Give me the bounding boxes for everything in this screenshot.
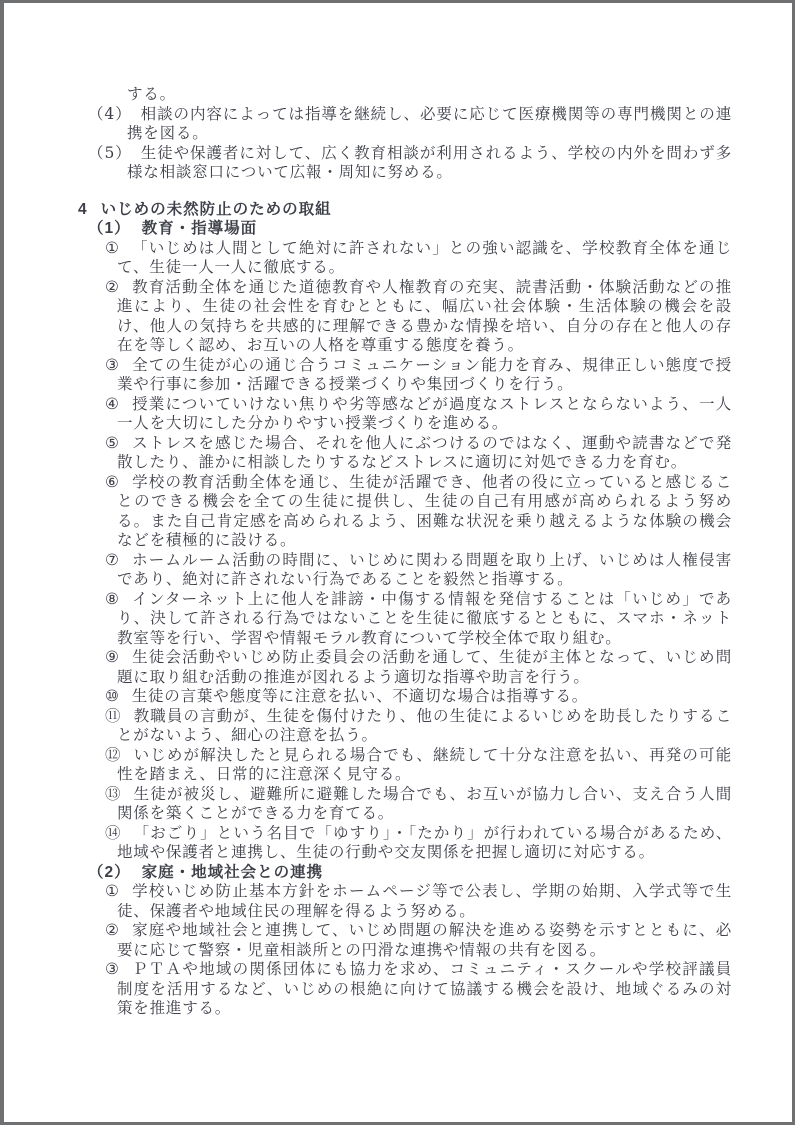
list-item [0, 551, 732, 590]
list-item [0, 356, 732, 395]
paragraph-text: 家庭や地域社会と連携して、いじめ問題の解決を進める姿勢を示すとともに、必要に応じて警察・児童相談所との円滑な連携や情報の共有を図る。 [117, 921, 732, 959]
item-number: ⑥ [105, 472, 121, 491]
list-item [0, 239, 732, 278]
list-item [0, 648, 732, 687]
paragraph-text: 生徒や保護者に対して、広く教育相談が利用されるよう、学校の内外を問わず多様な相談窓口について広報・周知に努める。 [127, 143, 733, 181]
list-item [0, 785, 732, 824]
carryover-line [0, 85, 732, 105]
paragraph-text: 教職員の言動が、生徒を傷付けたり、他の生徒によるいじめを助長したりすることがないよう、細心の注意を払う。 [117, 706, 732, 744]
item-number: ⑩ [105, 687, 120, 705]
subsection-title: 家庭・地域社会との連携 [141, 863, 324, 881]
item-number: ⑬ [105, 784, 122, 803]
list-item [0, 590, 732, 649]
item-number: ⑤ [105, 433, 121, 452]
item-number: ② [105, 277, 121, 296]
paragraph-text: 生徒が被災し、避難所に避難した場合でも、お互いが協力し合い、支え合う人間関係を築くことができる力を育てる。 [117, 784, 732, 822]
item-number: ⑧ [105, 589, 121, 608]
list-item [0, 434, 732, 473]
paragraph-text: 相談の内容によっては指導を継続し、必要に応じて医療機関等の専門機関との連携を図る。 [127, 104, 732, 142]
paragraph-text: 全ての生徒が心の通じ合うコミュニケーション能力を育み、規律正しい態度で授業や行事に参加・活躍できる授業づくりや集団づくりを行う。 [117, 355, 732, 393]
paragraph-text: 学校いじめ防止基本方針をホームページ等で公表し、学期の始期、入学式等で生徒、保護者や地域住民の理解を得るよう努める。 [117, 882, 732, 920]
item-number: ⑭ [105, 823, 122, 842]
item-number: ⑨ [105, 648, 121, 666]
list-item [0, 882, 732, 921]
subsection-heading [0, 863, 732, 883]
document-page [0, 85, 732, 1019]
paragraph-text: 「おごり」という名目で「ゆすり」・「たかり」が行われている場合があるため、地域や保護者と連携し、生徒の行動や交友関係を把握し適切に対応する。 [117, 823, 732, 861]
list-item [0, 746, 732, 785]
list-item [0, 824, 732, 863]
item-number: ① [105, 882, 121, 900]
paragraph-text: 学校の教育活動全体を通じ、生徒が活躍でき、他者の役に立っていると感じることのできる機会を全ての生徒に提供し、生徒の自己有用感が高められるよう努める。また自己肯定感を高められるよう、困難な状況を乗り越えるような体験の機会などを積極的に設ける。 [117, 472, 732, 549]
paragraph-text: 「いじめは人間として絶対に許されない」との強い認識を、学校教育全体を通じて、生徒一人一人に徹底する。 [117, 238, 732, 276]
section-title: いじめの未然防止のための取組 [100, 200, 332, 218]
item-number: ② [105, 921, 121, 939]
list-item [0, 707, 732, 746]
list-item [0, 960, 732, 1019]
subsection-heading [0, 219, 732, 239]
item-number: ③ [105, 355, 121, 374]
paragraph-text: ＰＴＡや地域の関係団体にも協力を求め、コミュニティ・スクールや学校評議員制度を活用するなど、いじめの根絶に向けて協議する機会を設け、地域ぐるみの対策を推進する。 [117, 960, 732, 1017]
paragraph-text: いじめが解決したと見られる場合でも、継続して十分な注意を払い、再発の可能性を踏まえ、日常的に注意深く見守る。 [117, 745, 732, 783]
item-number: ⑪ [105, 706, 122, 725]
paragraph-text: 教育活動全体を通じた道徳教育や人権教育の充実、読書活動・体験活動などの推進により、生徒の社会性を育むとともに、幅広い社会体験・生活体験の機会を設け、他人の気持ちを共感的に理解できる豊かな情操を培い、自分の存在と他人の存在を等しく認め、お互いの人格を尊重する態度を養う。 [117, 277, 732, 354]
subsection-number: （2） [88, 863, 131, 881]
subsection-title: 教育・指導場面 [141, 220, 258, 237]
item-number: ③ [105, 960, 121, 978]
item-number: ⑦ [105, 550, 121, 569]
paragraph-text: 生徒会活動やいじめ防止委員会の活動を通して、生徒が主体となって、いじめ問題に取り組む活動の推進が図れるよう適切な指導や助言を行う。 [117, 648, 732, 686]
item-number: ④ [105, 394, 121, 413]
item-number: （5） [88, 143, 132, 162]
paragraph-text: インターネット上に他人を誹謗・中傷する情報を発信することは「いじめ」であり、決して許される行為ではないことを生徒に徹底するとともに、スマホ・ネット教室等を行い、学習や情報モラル教育について学校全体で取り組む。 [117, 589, 732, 647]
item-number: ⑫ [105, 745, 122, 764]
paragraph-text: 授業についていけない焦りや劣等感などが過度なストレスとならないよう、一人一人を大切にした分かりやすい授業づくりを進める。 [117, 394, 732, 432]
paragraph-text: する。 [127, 85, 176, 103]
numbered-paragraph [0, 105, 732, 144]
item-number: ① [105, 238, 121, 257]
paragraph-text: 生徒の言葉や態度等に注意を払い、不適切な場合は指導する。 [131, 687, 589, 705]
list-item [0, 395, 732, 434]
list-item [0, 687, 732, 707]
list-item [0, 473, 732, 551]
list-item [0, 921, 732, 960]
section-heading [0, 200, 732, 220]
list-item [0, 278, 732, 356]
paragraph-text: ホームルーム活動の時間に、いじめに関わる問題を取り上げ、いじめは人権侵害であり、絶対に許されない行為であることを毅然と指導する。 [117, 550, 732, 588]
paragraph-text: ストレスを感じた場合、それを他人にぶつけるのではなく、運動や読書などで発散したり、誰かに相談したりするなどストレスに適切に対処できる力を育む。 [117, 433, 732, 471]
numbered-paragraph [0, 144, 732, 183]
section-number: 4 [78, 200, 88, 218]
item-number: （4） [88, 104, 132, 123]
subsection-number: （1） [88, 220, 131, 237]
